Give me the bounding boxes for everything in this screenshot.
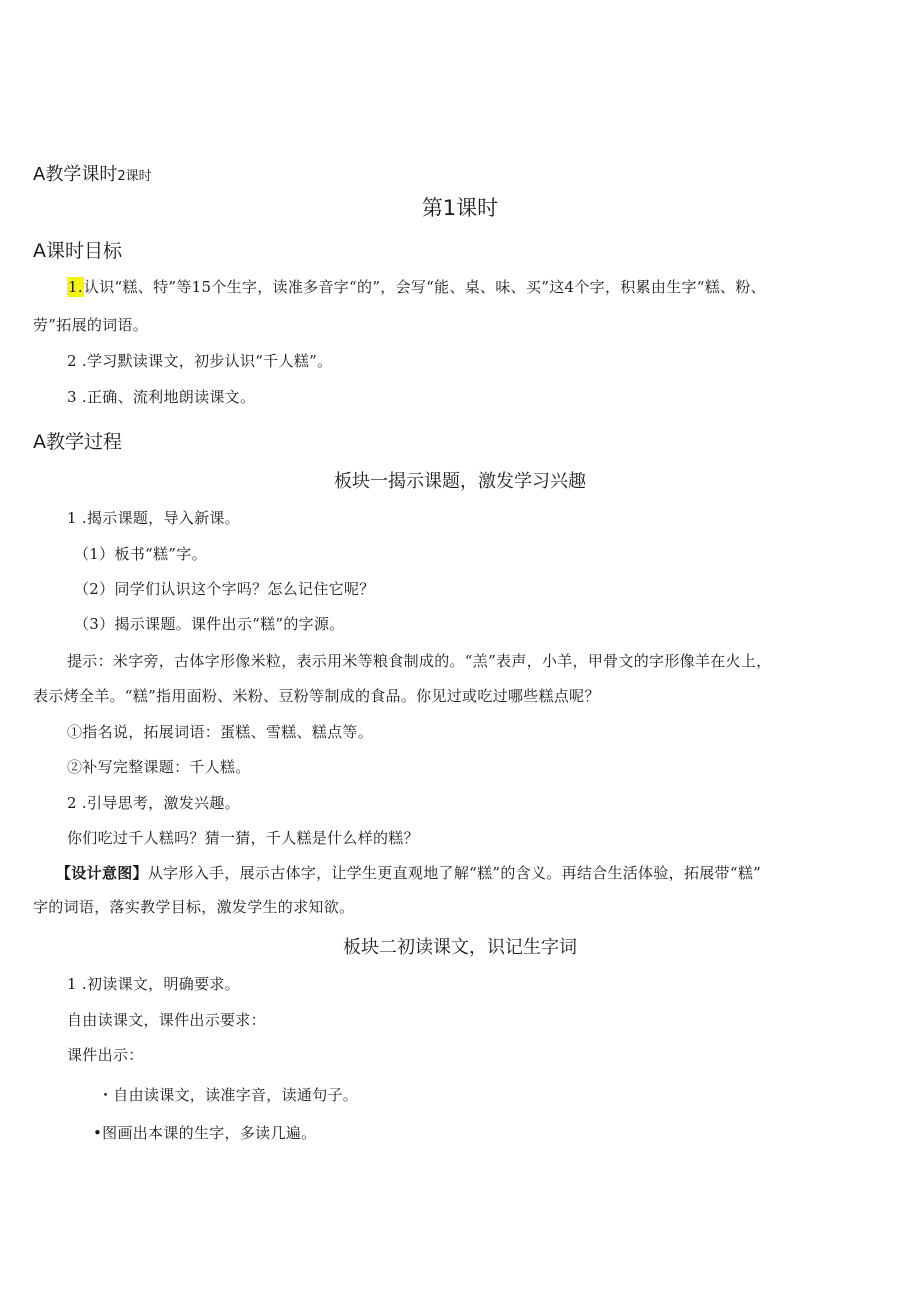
block1-p2: （1）板书“糕”字。 — [74, 545, 207, 563]
objective-item-1 — [67, 276, 887, 297]
teaching-hours-label: A教学课时 — [33, 164, 118, 185]
teaching-hours — [33, 160, 887, 186]
design-intent-text: 从字形入手，展示古体字，让学生更直观地了解“糕”的含义。再结合生活体验，拓展带“糕” — [147, 864, 762, 882]
block1-p4: （3）揭示课题。课件出示“糕”的字源。 — [74, 615, 345, 633]
objective-item-1-number: 1. — [68, 278, 83, 296]
block2-title: 板块二初读课文，识记生字词 — [343, 937, 577, 958]
block1-p5-continued: 表示烤全羊。“糕”指用面粉、米粉、豆粉等制成的食品。你见过或吃过哪些糕点呢？ — [33, 687, 600, 705]
block1-p6: ①指名说，拓展词语：蛋糕、雪糕、糕点等。 — [67, 723, 374, 741]
block1-design-intent — [56, 862, 887, 883]
block2-bullet-1: ・自由读课文，读准字音，读通句子。 — [98, 1086, 359, 1104]
block2-p1: 1 .初读课文，明确要求。 — [67, 975, 240, 993]
block1-p7: ②补写完整课题：千人糕。 — [67, 758, 251, 776]
block1-title: 板块一揭示课题，激发学习兴趣 — [334, 471, 586, 492]
block1-design-intent-continued: 字的词语，落实教学目标，激发学生的求知欲。 — [33, 898, 355, 916]
block2-p3: 课件出示： — [67, 1046, 144, 1064]
objective-item-2: 2 .学习默读课文，初步认识“千人糕”。 — [67, 352, 333, 370]
block1-p5: 提示：米字旁，古体字形像米粒，表示用米等粮食制成的。“羔”表声，小羊，甲骨文的字形像羊在火上， — [67, 652, 772, 670]
process-heading: A教学过程 — [33, 431, 122, 453]
block2-bullet-2: •图画出本课的生字，多读几遍。 — [93, 1124, 317, 1142]
lesson-title: 第1课时 — [421, 196, 499, 220]
block1-p3: （2）同学们认识这个字吗？怎么记住它呢？ — [74, 580, 375, 598]
design-intent-label: 【设计意图】 — [56, 864, 148, 882]
block1-p9: 你们吃过千人糕吗？猜一猜，千人糕是什么样的糕？ — [67, 829, 419, 847]
objective-item-3: 3 .正确、流利地朗读课文。 — [67, 388, 256, 406]
objective-item-1-continued: 劳”拓展的词语。 — [33, 316, 149, 334]
block1-p1: 1 .揭示课题，导入新课。 — [67, 509, 240, 527]
objectives-heading: A课时目标 — [33, 240, 122, 262]
teaching-hours-value: 2课时 — [117, 169, 152, 184]
objective-item-1-text: 认识“糕、特”等15个生字，读准多音字“的”，会写“能、桌、味、买”这4个字，积累由生字“糕、粉、 — [83, 278, 766, 296]
block2-p2: 自由读课文，课件出示要求： — [67, 1011, 266, 1029]
block1-p8: 2 .引导思考，激发兴趣。 — [67, 794, 240, 812]
